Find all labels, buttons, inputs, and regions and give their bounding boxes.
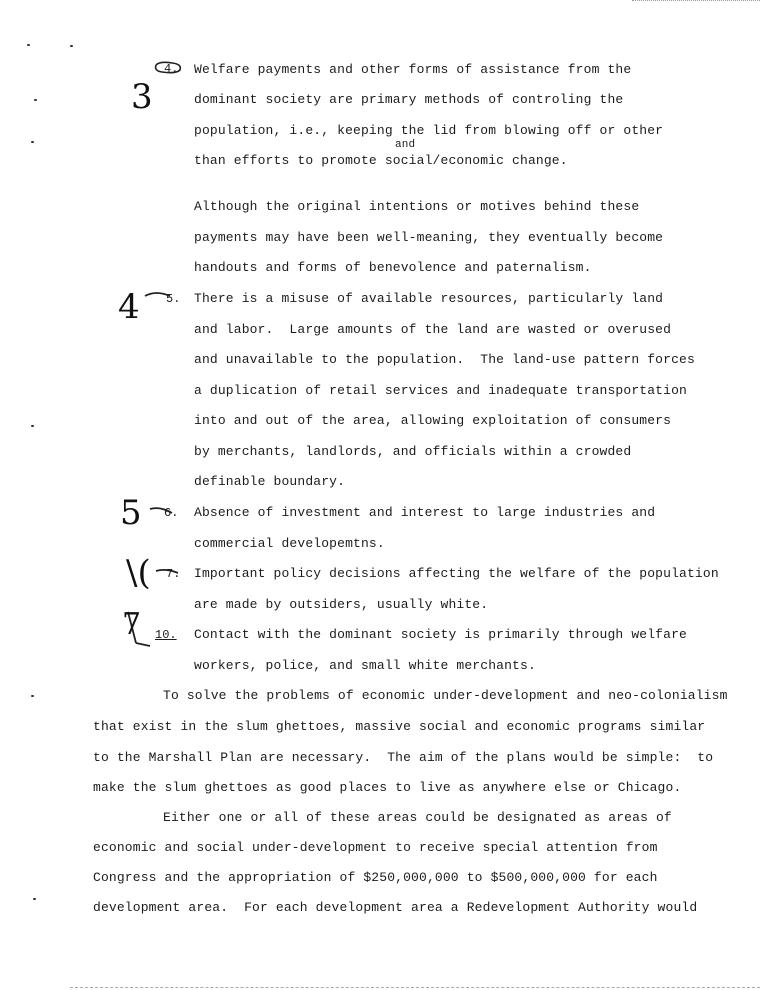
item-number: 5.: [166, 292, 181, 306]
text-line: Congress and the appropriation of $250,000,000 to $500,000,000 for each: [93, 870, 658, 885]
text-line: development area. For each development area a Redevelopment Authority would: [93, 900, 698, 915]
text-line: Welfare payments and other forms of assistance from the: [194, 62, 632, 77]
text-line: into and out of the area, allowing exploitation of consumers: [194, 413, 672, 428]
scan-edge-bottom: [70, 987, 760, 989]
margin-speck: [31, 141, 34, 143]
text-line: make the slum ghettoes as good places to live as anywhere else or Chicago.: [93, 780, 682, 795]
item-number: 10.: [155, 628, 177, 642]
text-line: workers, police, and small white merchants.: [194, 658, 536, 673]
text-line: population, i.e., keeping the lid from blowing off or other: [194, 123, 664, 138]
margin-speck: [31, 425, 34, 427]
handwritten-number-6: \(: [126, 553, 151, 593]
handwritten-number-3: 3: [131, 77, 153, 117]
text-line: to the Marshall Plan are necessary. The aim of the plans would be simple: to: [93, 750, 714, 765]
item-number: 7.: [166, 567, 181, 581]
text-line: Although the original intentions or motives behind these: [194, 199, 640, 214]
text-line: Important policy decisions affecting the welfare of the population: [194, 566, 719, 581]
text-line: by merchants, landlords, and officials within a crowded: [194, 444, 632, 459]
margin-speck: [70, 45, 73, 47]
handwritten-number-7: 7: [122, 607, 142, 642]
text-line: definable boundary.: [194, 474, 346, 489]
text-line: and labor. Large amounts of the land are wasted or overused: [194, 322, 672, 337]
margin-speck: [27, 44, 30, 46]
handwritten-number-5: 5: [120, 493, 142, 533]
text-line: than efforts to promote social/economic change.: [194, 153, 568, 168]
margin-speck: [34, 99, 37, 101]
text-line: are made by outsiders, usually white.: [194, 597, 489, 612]
scan-edge-top: [632, 0, 760, 3]
margin-speck: [33, 898, 36, 900]
handwritten-number-4: 4: [118, 287, 140, 327]
text-line: and unavailable to the population. The land-use pattern forces: [194, 352, 695, 367]
text-line: economic and social under-development to receive special attention from: [93, 840, 658, 855]
text-line: dominant society are primary methods of controling the: [194, 92, 624, 107]
text-line: payments may have been well-meaning, they eventually become: [194, 230, 664, 245]
text-line: Absence of investment and interest to large industries and: [194, 505, 656, 520]
text-line: a duplication of retail services and inadequate transportation: [194, 383, 687, 398]
text-line: There is a misuse of available resources, particularly land: [194, 291, 664, 306]
text-line: To solve the problems of economic under-development and neo-colonialism: [163, 688, 728, 703]
text-insertion: and: [395, 139, 416, 151]
text-line: Either one or all of these areas could be designated as areas of: [163, 810, 672, 825]
text-line: Contact with the dominant society is primarily through welfare: [194, 627, 687, 642]
text-line: commercial developemtns.: [194, 536, 385, 551]
text-line: that exist in the slum ghettoes, massive social and economic programs similar: [93, 719, 706, 734]
margin-speck: [31, 695, 34, 697]
text-line: handouts and forms of benevolence and paternalism.: [194, 260, 592, 275]
item-number: 4.: [164, 62, 179, 76]
item-number: 6.: [164, 506, 179, 520]
